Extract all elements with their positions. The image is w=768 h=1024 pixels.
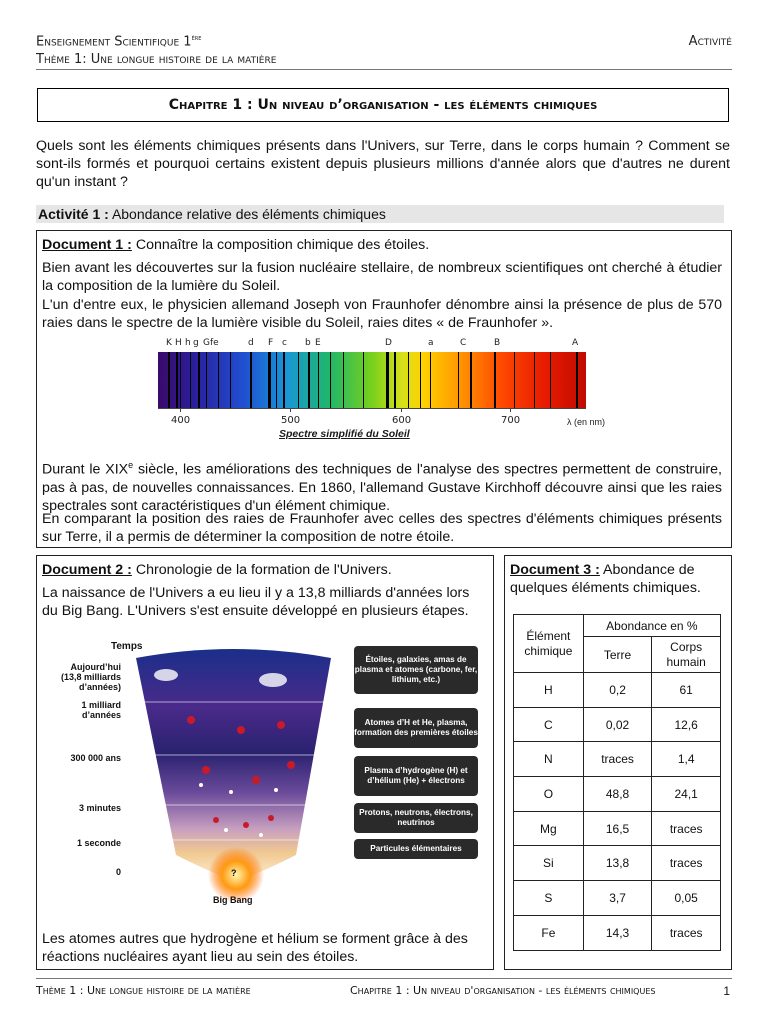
doc3-title: Abondance de quelques éléments chimiques. [510, 562, 701, 596]
absorption-line [268, 352, 271, 408]
absorption-line [576, 352, 578, 408]
doc2-paragraph-1: La naissance de l'Univers a eu lieu il y a 13,8 milliards d'années lors du Big Bang. L'Univers s'est ensuite développé en plusieurs étapes. [42, 585, 470, 619]
activity-title: Abondance relative des éléments chimiques [111, 206, 386, 222]
table-row [514, 707, 721, 742]
absorption-line [276, 352, 277, 408]
table-row [514, 777, 721, 812]
col-abundance: Abondance en % [583, 615, 720, 637]
cell-el: H [514, 673, 584, 708]
footer-page-number: 1 [723, 984, 730, 998]
absorption-line [386, 352, 389, 408]
header-theme: Thème 1: Une longue histoire de la matière [36, 52, 277, 67]
cell-earth: 0,2 [583, 673, 652, 708]
spectrum-tick-label: 600 [392, 415, 412, 426]
absorption-line [283, 352, 285, 408]
time-300000: 300 000 ans [70, 753, 121, 763]
absorption-line [343, 352, 344, 408]
absorption-line [470, 352, 472, 408]
doc1-paragraph-2: L'un d'entre eux, le physicien allemand Joseph von Fraunhofer dénombre ainsi la présence de plus de 570 raies dans le spectre de la lumière visible du Soleil, raies dites « de Fraunhofer ». [42, 297, 722, 331]
doc1-label: Document 1 : [42, 237, 132, 253]
spectrum-tick-label: 700 [501, 415, 521, 426]
footer-chapter: Chapitre 1 : Un niveau d'organisation - les éléments chimiques [350, 984, 656, 997]
time-zero: 0 [115, 867, 121, 877]
spectrum-axis [158, 408, 586, 409]
absorption-line [363, 352, 364, 408]
absorption-line [250, 352, 252, 408]
col-body: Corps humain [652, 637, 721, 673]
cell-earth: 16,5 [583, 811, 652, 846]
doc1-paragraph-1: Bien avant les découvertes sur la fusion nucléaire stellaire, de nombreux scientifiques ont cherché à étudier la composition de la lumière du Soleil. [42, 260, 722, 294]
footer-theme: Thème 1 : Une longue histoire de la matière [36, 984, 251, 997]
intro-text: Quels sont les éléments chimiques présents dans l'Univers, sur Terre, dans le corps humain ? Comment se sont-ils formés et pourquoi certains existent depuis plusieurs millions d'année alors que d'autres ne durent qu'un instant ? [36, 138, 730, 190]
absorption-line [458, 352, 459, 408]
table-row [514, 915, 721, 950]
fraunhofer-letter: A [572, 338, 579, 348]
cell-body: 12,6 [652, 707, 721, 742]
absorption-line [408, 352, 409, 408]
cell-el: Mg [514, 811, 584, 846]
fraunhofer-letter: c [282, 338, 287, 348]
stage-plasma: Plasma d’hydrogène (H) et d’hélium (He) + électrons [354, 756, 478, 796]
fraunhofer-letter: D [385, 338, 392, 348]
spectrum-tick-label: 400 [171, 415, 191, 426]
table-row [514, 673, 721, 708]
doc3-heading [510, 561, 726, 597]
doc1-paragraph-3: Durant le XIXe siècle, les améliorations des techniques de l'analyse des spectres permettent de construire, pas à pas, de nouvelles connaissances. En 1860, l'allemand Gustave Kirchhoff découvre ainsi que les raies spectrales sont caractéristiques d'un élément chimique. [42, 460, 722, 514]
col-element: Élément chimique [514, 615, 584, 673]
big-bang-question: ? [231, 868, 237, 878]
spectrum-unit: λ (en nm) [567, 417, 606, 427]
spectrum-tick [290, 408, 291, 412]
cell-el: O [514, 777, 584, 812]
col-earth: Terre [583, 637, 652, 673]
table-row [514, 881, 721, 916]
absorption-line [330, 352, 331, 408]
galaxy-icon [154, 669, 178, 681]
doc2-title: Chronologie de la formation de l'Univers. [135, 562, 392, 578]
absorption-line [298, 352, 299, 408]
cell-body: 24,1 [652, 777, 721, 812]
cell-body: 1,4 [652, 742, 721, 777]
stage-particles: Particules élémentaires [354, 839, 478, 859]
cell-el: S [514, 881, 584, 916]
fraunhofer-letter: a [428, 338, 434, 348]
absorption-line [308, 352, 310, 408]
absorption-line [190, 352, 191, 408]
fraunhofer-letter: h [185, 338, 191, 348]
cell-body: 0,05 [652, 881, 721, 916]
time-1-second: 1 seconde [76, 838, 121, 848]
cell-el: N [514, 742, 584, 777]
doc2-heading [42, 561, 488, 579]
stage-first-stars: Atomes d’H et He, plasma, formation des premières étoiles [354, 708, 478, 748]
absorption-line [230, 352, 231, 408]
fraunhofer-letter: d [248, 338, 254, 348]
cell-earth: 3,7 [583, 881, 652, 916]
spectrum-tick [180, 408, 181, 412]
spectrum-tick-label: 500 [281, 415, 301, 426]
absorption-line [176, 352, 178, 408]
fraunhofer-letter: b [305, 338, 311, 348]
spectrum-tick [510, 408, 511, 412]
absorption-line [420, 352, 421, 408]
activity-bar [36, 205, 724, 223]
cell-earth: 48,8 [583, 777, 652, 812]
absorption-line [494, 352, 496, 408]
galaxy-icon [259, 673, 287, 687]
absorption-line [550, 352, 551, 408]
absorption-line [218, 352, 219, 408]
spectrum-tick [401, 408, 402, 412]
universe-timeline [41, 640, 487, 910]
header-course: Enseignement Scientifique 1ère [36, 34, 202, 50]
abundance-rows [514, 673, 721, 951]
absorption-line [430, 352, 431, 408]
table-row [514, 742, 721, 777]
cell-body: 61 [652, 673, 721, 708]
spectrum-caption: Spectre simplifié du Soleil [279, 428, 410, 440]
funnel-shape [136, 649, 331, 880]
fraunhofer-letter: F [268, 338, 274, 348]
fraunhofer-letter: E [315, 338, 321, 348]
absorption-line [394, 352, 396, 408]
absorption-line [180, 352, 181, 408]
doc3-label: Document 3 : [510, 562, 600, 578]
absorption-line [318, 352, 319, 408]
fraunhofer-letter: C [460, 338, 467, 348]
absorption-line [168, 352, 170, 408]
time-today: Aujourd’hui (13,8 milliards d’années) [60, 662, 121, 692]
cell-earth: 0,02 [583, 707, 652, 742]
fraunhofer-letter: g [193, 338, 199, 348]
cell-body: traces [652, 811, 721, 846]
doc2-label: Document 2 : [42, 562, 132, 578]
cell-el: C [514, 707, 584, 742]
time-3-minutes: 3 minutes [78, 803, 121, 813]
chapter-title: Chapitre 1 : Un niveau d’organisation - les éléments chimiques [37, 88, 729, 122]
big-bang-label: Big Bang [213, 895, 253, 905]
doc1-century-sup: e [128, 460, 134, 470]
table-row [514, 846, 721, 881]
absorption-line [198, 352, 200, 408]
timeline-axis-title: Temps [111, 641, 143, 652]
header-activity: Activité [688, 34, 732, 49]
cell-el: Fe [514, 915, 584, 950]
cell-el: Si [514, 846, 584, 881]
table-header-row [514, 615, 721, 637]
footer-rule [36, 978, 732, 979]
doc1-title: Connaître la composition chimique des étoiles. [135, 237, 430, 253]
absorption-line [206, 352, 207, 408]
stage-protons: Protons, neutrons, électrons, neutrinos [354, 803, 478, 833]
doc2-paragraph-2: Les atomes autres que hydrogène et hélium se forment grâce à des réactions nucléaires ayant lieu au sein des étoiles. [42, 931, 468, 965]
table-row [514, 811, 721, 846]
doc1-heading [42, 236, 726, 254]
abundance-table [513, 614, 721, 951]
stage-stars-galaxies: Étoiles, galaxies, amas de plasma et atomes (carbone, fer, lithium, etc.) [354, 646, 478, 694]
header-rule [36, 69, 732, 70]
fraunhofer-letter: H [175, 338, 182, 348]
doc1-paragraph-4: En comparant la position des raies de Fraunhofer avec celles des spectres d'éléments chimiques présents sur Terre, il a permis de déterminer la composition de notre étoile. [42, 511, 722, 545]
fraunhofer-letter: K [166, 338, 172, 348]
cell-earth: 14,3 [583, 915, 652, 950]
solar-spectrum [158, 352, 586, 408]
cell-earth: 13,8 [583, 846, 652, 881]
cell-body: traces [652, 915, 721, 950]
absorption-line [514, 352, 515, 408]
activity-label: Activité 1 : [38, 206, 109, 222]
absorption-line [534, 352, 535, 408]
fraunhofer-letter: B [494, 338, 501, 348]
cell-body: traces [652, 846, 721, 881]
fraunhofer-letter: Gfe [203, 338, 219, 348]
time-1-billion: 1 milliard d’années [81, 700, 121, 720]
header-course-sup: ère [191, 34, 202, 42]
cell-earth: traces [583, 742, 652, 777]
